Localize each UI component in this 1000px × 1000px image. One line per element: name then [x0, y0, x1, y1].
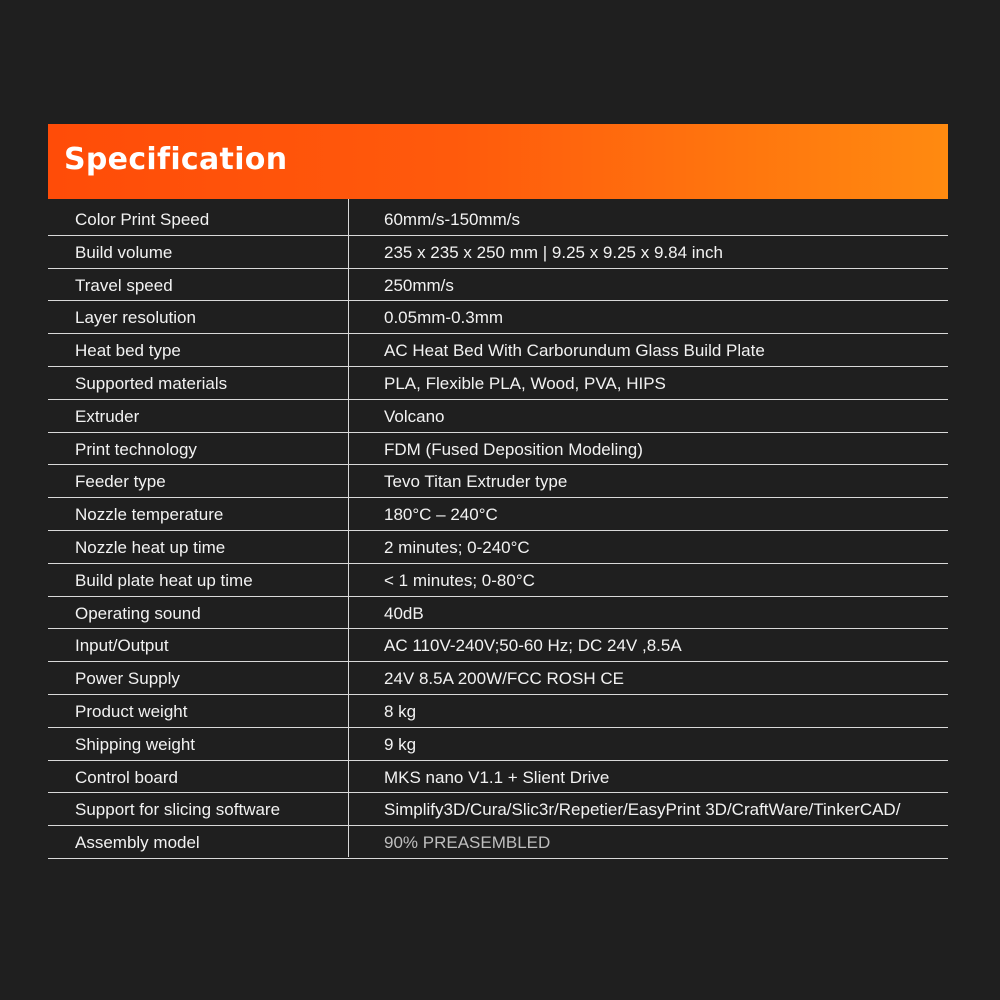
spec-value: < 1 minutes; 0-80°C [384, 570, 535, 590]
spec-row [48, 597, 948, 630]
spec-label: Input/Output [75, 636, 169, 656]
spec-label: Control board [75, 767, 179, 787]
spec-row [48, 433, 948, 466]
spec-label: Heat bed type [75, 341, 181, 361]
spec-value: MKS nano V1.1 + Slient Drive [384, 767, 610, 787]
spec-table [48, 203, 948, 859]
spec-label: Build plate heat up time [75, 570, 253, 590]
spec-label: Shipping weight [75, 734, 196, 754]
spec-label: Nozzle temperature [75, 505, 224, 525]
spec-value: 90% PREASEMBLED [384, 833, 551, 853]
spec-value: 24V 8.5A 200W/FCC ROSH CE [384, 669, 624, 689]
spec-row [48, 793, 948, 826]
spec-label: Support for slicing software [75, 800, 281, 820]
spec-value: PLA, Flexible PLA, Wood, PVA, HIPS [384, 373, 666, 393]
spec-row [48, 728, 948, 761]
spec-value: 40dB [384, 603, 424, 623]
spec-label: Operating sound [75, 603, 201, 623]
spec-row [48, 269, 948, 302]
spec-label: Travel speed [75, 275, 173, 295]
spec-row [48, 695, 948, 728]
spec-value: FDM (Fused Deposition Modeling) [384, 439, 643, 459]
spec-label: Build volume [75, 242, 173, 262]
header-banner [48, 124, 948, 199]
spec-label: Power Supply [75, 669, 180, 689]
spec-row [48, 465, 948, 498]
spec-row [48, 629, 948, 662]
page-title: Specification [64, 142, 288, 177]
spec-value: 0.05mm-0.3mm [384, 308, 504, 328]
spec-label: Feeder type [75, 472, 166, 492]
spec-label: Color Print Speed [75, 210, 210, 229]
spec-label: Nozzle heat up time [75, 537, 226, 557]
spec-row [48, 826, 948, 859]
spec-label: Assembly model [75, 833, 200, 853]
spec-label: Supported materials [75, 373, 228, 393]
spec-value: Simplify3D/Cura/Slic3r/Repetier/EasyPrint 3D/CraftWare/TinkerCAD/ [384, 800, 901, 820]
spec-row [48, 236, 948, 269]
spec-row [48, 662, 948, 695]
spec-value: AC Heat Bed With Carborundum Glass Build Plate [384, 341, 765, 361]
spec-row [48, 761, 948, 794]
spec-row [48, 531, 948, 564]
spec-row [48, 367, 948, 400]
spec-row [48, 301, 948, 334]
spec-value: Volcano [384, 406, 445, 426]
spec-value: 8 kg [384, 701, 417, 721]
spec-row [48, 334, 948, 367]
spec-value: 235 x 235 x 250 mm | 9.25 x 9.25 x 9.84 inch [384, 242, 723, 262]
spec-value: Tevo Titan Extruder type [384, 472, 568, 492]
spec-value: 2 minutes; 0-240°C [384, 537, 530, 557]
spec-label: Print technology [75, 439, 197, 459]
spec-row [48, 203, 948, 236]
spec-value: 250mm/s [384, 275, 454, 295]
spec-label: Extruder [75, 406, 140, 426]
spec-value: 60mm/s-150mm/s [384, 210, 521, 229]
spec-row [48, 400, 948, 433]
spec-row [48, 498, 948, 531]
spec-value: AC 110V-240V;50-60 Hz; DC 24V ,8.5A [384, 636, 682, 656]
spec-row [48, 564, 948, 597]
spec-value: 9 kg [384, 734, 417, 754]
spec-label: Product weight [75, 701, 188, 721]
spec-label: Layer resolution [75, 308, 196, 328]
spec-value: 180°C – 240°C [384, 505, 498, 525]
